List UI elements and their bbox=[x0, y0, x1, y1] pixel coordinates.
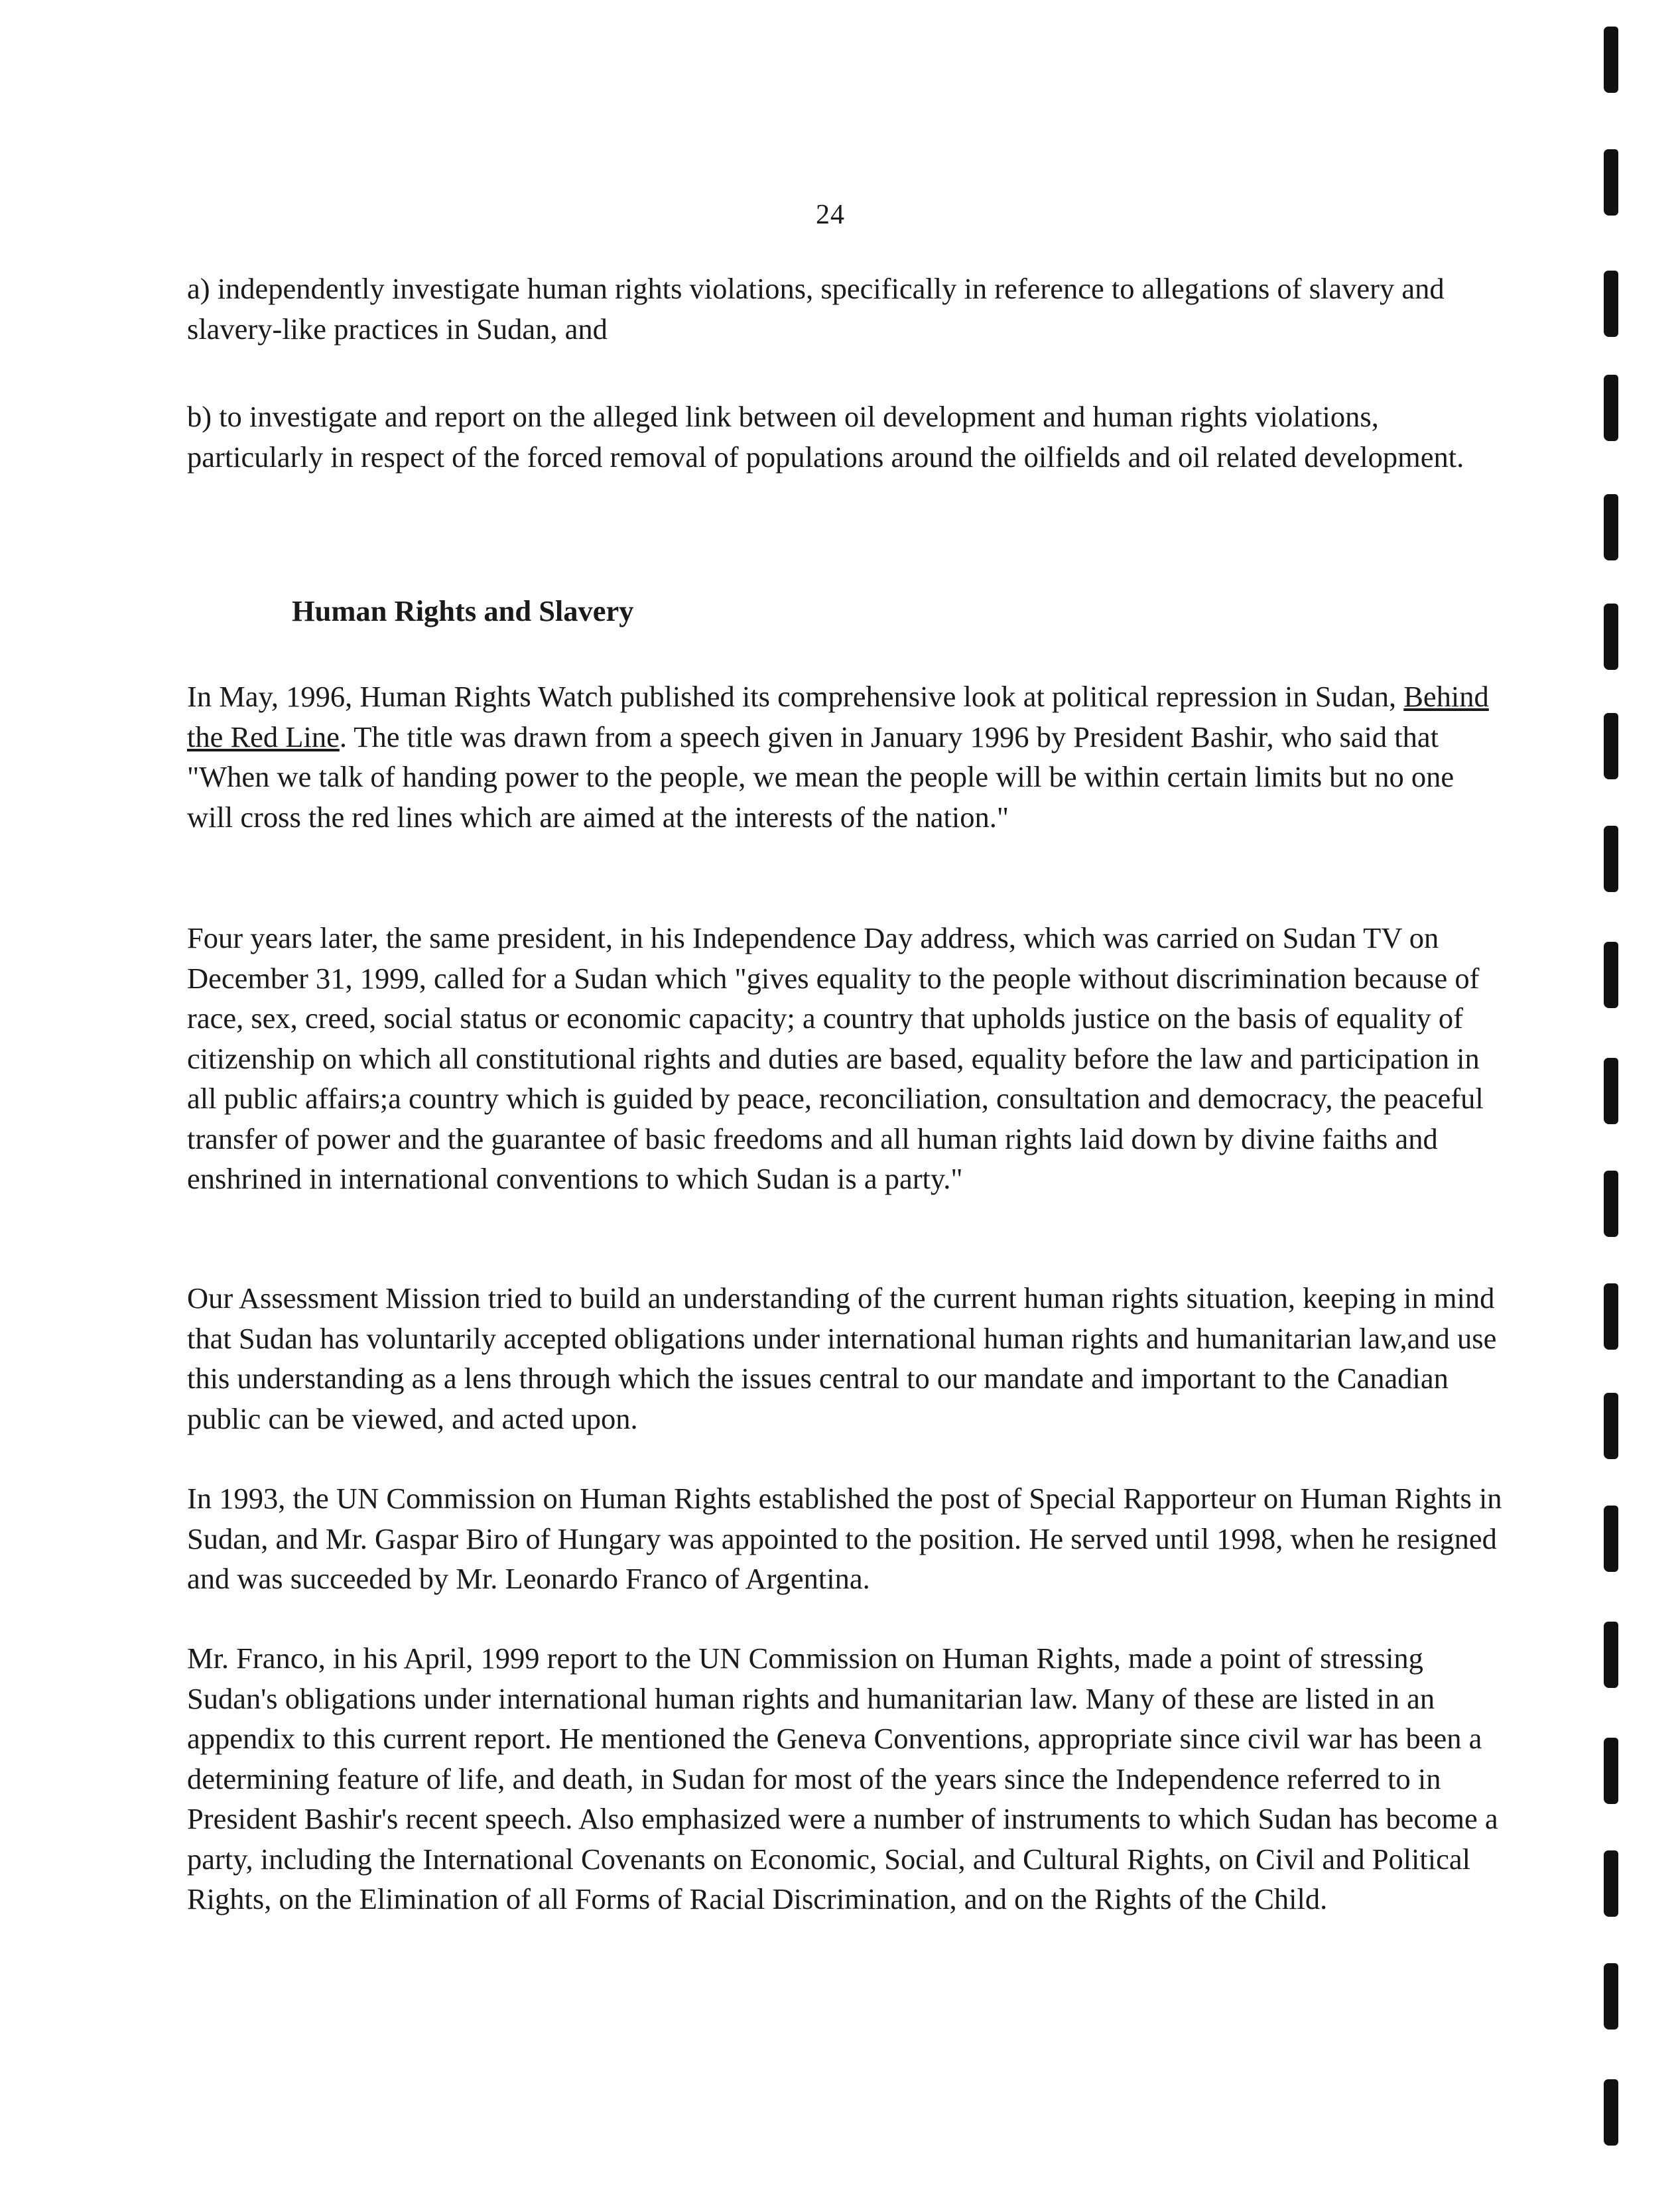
paragraph-independence-day: Four years later, the same president, in his Independence Day address, which was carried on Sudan TV on December 31, 1999, called for a Sudan which "gives equality to the people without discrimination because of race, sex, creed, social status or economic capacity; a country that upholds justice on the basis of equality of citizenship on which all constitutional rights and duties are based, equality before the law and participation in all public affairs;a country which is guided by peace, reconciliation, consultation and democracy, the peaceful transfer of power and the guarantee of basic freedoms and all human rights laid down by divine faiths and enshrined in international conventions to which Sudan is a party." bbox=[187, 921, 1484, 1195]
paragraph-item-b: b) to investigate and report on the alleged link between oil development and human rights violations, particularly in respect of the forced removal of populations around the oilfields and oil related development. bbox=[187, 400, 1464, 474]
binding-hole bbox=[1604, 1283, 1618, 1350]
binding-hole bbox=[1604, 826, 1618, 892]
paragraph-item-a: a) independently investigate human rights violations, specifically in reference to allegations of slavery and slavery-like practices in Sudan, and bbox=[187, 272, 1445, 346]
binding-hole bbox=[1604, 375, 1618, 441]
binding-hole bbox=[1604, 271, 1618, 337]
paragraph-text: . The title was drawn from a speech given in January 1996 by President Bashir, who said that "When we talk of handing power to the people, we mean the people will be within certain limits but no one will cross the red lines which are aimed at the interests of the nation." bbox=[187, 720, 1454, 834]
binding-hole bbox=[1604, 1058, 1618, 1124]
section-heading: Human Rights and Slavery bbox=[292, 594, 634, 627]
paragraph-assessment-mission: Our Assessment Mission tried to build an understanding of the current human rights situation, keeping in mind that Sudan has voluntarily accepted obligations under international human rights and humanitarian law,and use this understanding as a lens through which the issues central to our mandate and important to the Canadian public can be viewed, and acted upon. bbox=[187, 1281, 1497, 1435]
binding-hole bbox=[1604, 1738, 1618, 1804]
report-title: Behind the Red Line bbox=[187, 680, 1489, 753]
paragraph-franco-report: Mr. Franco, in his April, 1999 report to the UN Commission on Human Rights, made a point of stressing Sudan's obligations under international human rights and humanitarian law. Many of these are listed in an appendix to this current report. He mentioned the Geneva Conventions, appropriate since civil war has been a determining feature of life, and death, in Sudan for most of the years since the Independence referred to in President Bashir's recent speech. Also emphasized were a number of instruments to which Sudan has become a party, including the International Covenants on Economic, Social, and Cultural Rights, on Civil and Political Rights, on the Elimination of all Forms of Racial Discrimination, and on the Rights of the Child. bbox=[187, 1642, 1498, 1915]
paragraph-special-rapporteur: In 1993, the UN Commission on Human Rights established the post of Special Rapporteur on Human Rights in Sudan, and Mr. Gaspar Biro of Hungary was appointed to the position. He served until 1998, when he resigned and was succeeded by Mr. Leonardo Franco of Argentina. bbox=[187, 1482, 1502, 1595]
binding-hole bbox=[1604, 149, 1618, 216]
binding-hole bbox=[1604, 713, 1618, 779]
paragraph-text: In May, 1996, Human Rights Watch published its comprehensive look at political repression in Sudan, bbox=[187, 680, 1404, 713]
binding-hole bbox=[1604, 604, 1618, 670]
binding-hole bbox=[1604, 1963, 1618, 2030]
binding-hole bbox=[1604, 1171, 1618, 1237]
binding-hole bbox=[1604, 1622, 1618, 1688]
binding-hole bbox=[1604, 1850, 1618, 1917]
binding-hole bbox=[1604, 1393, 1618, 1459]
binding-hole bbox=[1604, 494, 1618, 560]
binding-hole bbox=[1604, 27, 1618, 93]
binding-hole bbox=[1604, 942, 1618, 1008]
binding-edge bbox=[1604, 0, 1644, 2194]
page-number: 24 bbox=[816, 200, 845, 230]
binding-hole bbox=[1604, 1506, 1618, 1572]
paragraph-behind-red-line bbox=[187, 677, 1507, 837]
binding-hole bbox=[1604, 2079, 1618, 2146]
